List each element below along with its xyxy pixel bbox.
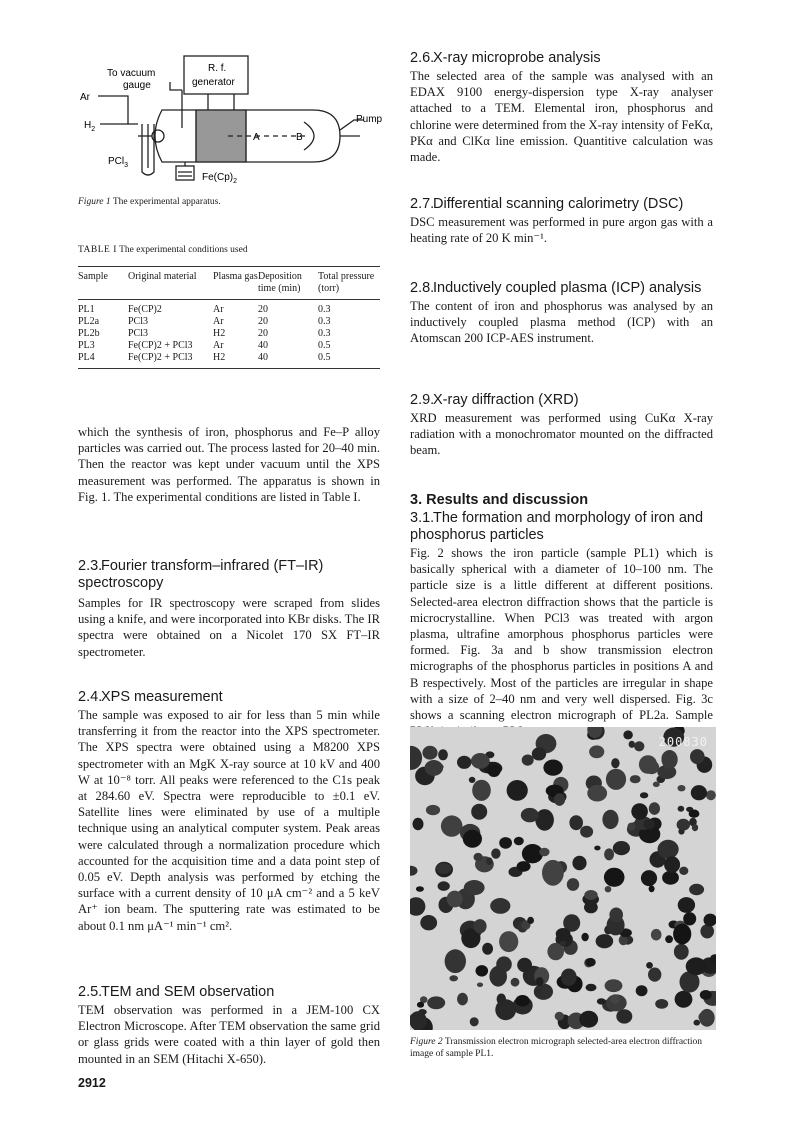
micrograph-particle — [700, 990, 712, 1000]
micrograph-particle — [539, 848, 549, 857]
micrograph-particle — [572, 856, 586, 871]
micrograph-particle — [664, 856, 680, 873]
table-cell: Fe(CP)2 + PCl3 — [128, 352, 193, 363]
micrograph-particle — [675, 991, 693, 1008]
micrograph-particle — [517, 958, 532, 973]
micrograph-particle — [616, 1009, 632, 1023]
table-cell: 0.3 — [318, 316, 331, 327]
section-2-8 — [410, 280, 713, 347]
section-2-7-heading — [410, 196, 713, 213]
micrograph-particle — [486, 857, 493, 865]
micrograph-particle — [561, 969, 577, 986]
section-number: 2.8. — [410, 280, 435, 296]
section-2-8-text: The content of iron and phosphorus was analysed by an inductively coupled plasma method (ICP) with an Atomscan 200 ICP-AES instrument. — [410, 299, 713, 346]
section-number: 2.9. — [410, 392, 435, 408]
micrograph-particle — [511, 978, 520, 987]
micrograph-particle — [602, 810, 618, 829]
section-2-5-heading — [78, 984, 380, 1001]
table-cell: Ar — [213, 316, 224, 327]
micrograph-particle — [438, 749, 448, 760]
micrograph-particle — [425, 760, 444, 776]
section-number: 2.3. — [78, 558, 103, 574]
table-cell: 40 — [258, 340, 268, 351]
page-number: 2912 — [78, 1076, 106, 1090]
micrograph-particle — [569, 815, 583, 830]
micrograph-particle — [605, 979, 623, 992]
section-number: 2.5. — [78, 984, 103, 1000]
svg-text:gauge: gauge — [123, 80, 151, 91]
table-cell: 0.3 — [318, 304, 331, 315]
figure-2-caption-label: Figure 2 — [410, 1037, 443, 1047]
table-cell: 40 — [258, 352, 268, 363]
micrograph-particle — [584, 890, 597, 900]
section-2-9-text: XRD measurement was performed using CuKα X-ray radiation with a monochromator mounted on the diffracted beam. — [410, 411, 713, 458]
table-cell: Ar — [213, 304, 224, 315]
micrograph-particle — [515, 995, 529, 1006]
micrograph-particle — [474, 853, 483, 861]
micrograph-particle — [441, 815, 463, 836]
section-2-3-text: Samples for IR spectroscopy were scraped from slides using a knife, and were incorporated into KBr disks. The IR spectra were obtained on a Nicolet 170 SX FT–IR spectrometer. — [78, 596, 380, 659]
micrograph-particle — [482, 943, 493, 955]
table-row — [78, 328, 380, 340]
table-cell: PCl3 — [128, 316, 149, 327]
figure-2-caption — [410, 1036, 716, 1060]
table-header-cell: Deposition time (min) — [258, 271, 302, 294]
micrograph-particle — [587, 785, 607, 802]
micrograph-particle — [473, 919, 486, 933]
section-3-heading: 3. Results and discussion — [410, 492, 589, 508]
table-cell: PL2b — [78, 328, 100, 339]
micrograph-particle — [567, 878, 579, 891]
micrograph-particle — [658, 840, 679, 859]
micrograph-particle — [634, 741, 644, 751]
svg-text:A: A — [253, 132, 260, 143]
micrograph-particle — [689, 810, 700, 818]
table-cell: H2 — [213, 328, 226, 339]
section-title: X-ray diffraction (XRD) — [433, 392, 579, 408]
micrograph-particle — [427, 996, 445, 1009]
micrograph-particle — [604, 868, 625, 887]
micrograph-particle — [641, 870, 657, 886]
micrograph-particle — [586, 958, 596, 967]
micrograph-particle — [604, 848, 614, 860]
micrograph-particle — [488, 765, 501, 777]
section-title: Inductively coupled plasma (ICP) analysis — [433, 280, 702, 296]
micrograph-particle — [422, 746, 437, 760]
micrograph-particle — [662, 750, 678, 769]
micrograph-particle — [630, 775, 641, 783]
section-number: 3.1. — [410, 510, 435, 526]
table-cell: PCl3 — [128, 328, 149, 339]
table-header-cell: Original material — [128, 271, 197, 282]
section-2-4-heading — [78, 689, 380, 706]
micrograph-particle — [532, 747, 546, 760]
micrograph-particle — [651, 929, 662, 941]
table-row — [78, 352, 380, 364]
table-1-title-text: The experimental conditions used — [119, 245, 248, 255]
micrograph-particle — [457, 993, 468, 1006]
section-2-3 — [78, 558, 380, 660]
table-row — [78, 316, 380, 328]
section-2-6-text: The selected area of the sample was analysed with an EDAX 9100 energy-dispersion type X-ray analyser attached to a TEM. Elemental iron, phosphorus and chlorine were determined from the X-ray intensity of FeKα, PKα and ClKα line emission. Quantitive calculation was made. — [410, 69, 713, 165]
micrograph-particle — [678, 785, 686, 791]
micrograph-particle — [489, 966, 507, 987]
micrograph-particle — [436, 863, 451, 874]
micrograph-particle — [476, 965, 489, 976]
table-1 — [78, 244, 380, 369]
table-header-cell: Total pressure (torr) — [318, 271, 375, 294]
section-3-1-text: Fig. 2 shows the iron particle (sample PL1) which is basically spherical with a diameter of 10–100 nm. The particle size is a little different at different positions. Selected-area electron diffraction shows that the particle is microcrystalline. When PCl3 was treated with argon plasma, ultrafine amorphous phosphorus particles were formed. Fig. 3a and b show transmission electron micrographs of the phosphorus particles in positions A and B respectively. Most of the particles are irregular in shape with a size of 2–40 nm and very well dispersed. Fig. 3c shows a scanning electron micrograph of PL2a. Sample — [410, 546, 713, 723]
table-row — [78, 340, 380, 352]
section-2-8-heading — [410, 280, 713, 297]
micrograph-particle — [581, 933, 588, 942]
table-1-title — [78, 244, 380, 256]
intro-paragraph: which the synthesis of iron, phosphorus and Fe–P alloy particles was carried out. The process lasted for 20–40 min. Then the reactor was kept under vacuum until the XPS measurement was performed. The apparatus is shown in Fig. 1. The experimental conditions are listed in Table I. — [78, 425, 380, 504]
section-2-4-text: The sample was exposed to air for less than 5 min while transferring it from the reactor into the XPS spectrometer. The XPS spectra were obtained using a M8200 XPS spectrometer with an MgK X-ray source at 10 kV and 400 W at 10⁻⁸ torr. All peaks were referenced to the C1s peak at 284.60 eV. Spectra were reproducible to ±0.1 eV. Satellite lines were eliminated by use of a multiple technique using an analytical computer system. Peak areas were calculated through a normalization procedure which accounted for the acquisition time and a data point step of 0.05 eV. Depth analysis was performed by etching the surface with a current density of 10 μA cm⁻² and a 5 keV Ar⁺ ion beam. The sputtering rate was estimated to be about 0.1 nm μA⁻¹ min⁻¹ cm². — [78, 708, 380, 933]
section-number: 2.7. — [410, 196, 435, 212]
micrograph-particle — [605, 886, 612, 892]
micrograph-particle — [499, 837, 512, 849]
section-title: X-ray microprobe analysis — [433, 50, 601, 66]
micrograph-particle — [517, 861, 531, 872]
section-title: Fourier transform–infrared (FT–IR) spectroscopy — [78, 558, 324, 591]
svg-text:H2: $H_2$ — [84, 120, 96, 133]
table-cell: Fe(CP)2 — [128, 304, 162, 315]
micrograph-particle — [507, 780, 528, 801]
micrograph-particle — [416, 886, 424, 892]
micrograph-particle — [678, 806, 685, 812]
micrograph-particle — [560, 941, 566, 946]
micrograph-particle — [555, 1012, 564, 1021]
table-cell: PL1 — [78, 304, 95, 315]
section-title: TEM and SEM observation — [101, 984, 275, 1000]
svg-text:B: B — [296, 132, 303, 143]
figure-1-caption-label: Figure 1 — [78, 197, 111, 207]
micrograph-particle — [522, 755, 534, 766]
micrograph-particle — [447, 891, 463, 908]
micrograph-particle — [469, 777, 476, 783]
micrograph-particle — [597, 998, 606, 1004]
micrograph-particle — [556, 928, 571, 940]
micrograph-particle — [689, 884, 704, 895]
table-cell: 20 — [258, 328, 268, 339]
section-2-7-text: DSC measurement was performed in pure argon gas with a heating rate of 20 K min⁻¹. — [410, 215, 713, 246]
micrograph-particle — [653, 782, 660, 788]
micrograph-particle — [613, 841, 630, 855]
table-cell: 20 — [258, 316, 268, 327]
micrograph-particle — [690, 749, 705, 764]
micrograph-particle — [686, 957, 707, 975]
micrograph-particle — [596, 934, 614, 948]
micrograph-particle — [580, 826, 593, 838]
micrograph-particle — [589, 745, 604, 758]
svg-text:PCl3: PCl$_3$ — [108, 156, 129, 169]
section-3-1-heading — [410, 510, 713, 544]
table-row — [78, 304, 380, 316]
micrograph-particle — [643, 819, 654, 829]
micrograph-particle — [521, 808, 539, 822]
section-title: The formation and morphology of iron and phosphorus particles — [410, 510, 704, 543]
micrograph-particle — [611, 758, 619, 768]
table-cell: 20 — [258, 304, 268, 315]
micrograph-particle — [586, 984, 597, 992]
micrograph-particle — [449, 975, 458, 981]
micrograph-particle — [679, 867, 688, 875]
micrograph-particles — [410, 727, 716, 1030]
micrograph-code: 200830 — [658, 735, 708, 749]
section-2-9-heading — [410, 392, 713, 409]
micrograph-particle — [691, 785, 707, 800]
micrograph-particle — [677, 819, 690, 831]
micrograph-particle — [694, 1020, 701, 1026]
svg-text:Pump: Pump — [356, 114, 383, 125]
table-cell: 0.3 — [318, 328, 331, 339]
table-cell: PL3 — [78, 340, 95, 351]
micrograph-particle — [594, 846, 600, 851]
figure-1-apparatus — [78, 50, 388, 190]
micrograph-particle — [554, 793, 565, 806]
micrograph-particle — [490, 898, 510, 914]
table-cell: PL4 — [78, 352, 95, 363]
section-title: XPS measurement — [101, 689, 223, 705]
micrograph-particle — [471, 753, 490, 769]
micrograph-particle — [543, 760, 562, 776]
micrograph-particle — [542, 860, 564, 886]
micrograph-particle — [706, 790, 716, 800]
micrograph-particle — [639, 755, 657, 774]
micrograph-particle — [491, 848, 500, 858]
svg-text:To vacuum: To vacuum — [107, 68, 156, 79]
micrograph-particle — [438, 881, 450, 891]
figure-1-caption-text: The experimental apparatus. — [112, 197, 221, 207]
micrograph-particle — [648, 968, 661, 982]
section-2-3-heading — [78, 558, 380, 592]
micrograph-particle — [662, 871, 679, 885]
micrograph-particle — [472, 780, 491, 801]
micrograph-particle — [426, 805, 440, 815]
section-3 — [410, 492, 713, 739]
table-header-cell: Plasma gas — [213, 271, 258, 282]
micrograph-particle — [464, 880, 485, 895]
table-cell: PL2a — [78, 316, 100, 327]
micrograph-particle — [413, 818, 424, 830]
micrograph-particle — [665, 935, 673, 943]
micrograph-particle — [471, 804, 487, 820]
micrograph-particle — [536, 977, 544, 986]
section-number: 2.4. — [78, 689, 103, 705]
micrograph-particle — [683, 912, 696, 925]
micrograph-particle — [636, 985, 648, 996]
micrograph-particle — [470, 1017, 479, 1026]
micrograph-particle — [646, 962, 653, 969]
micrograph-particle — [514, 837, 524, 846]
micrograph-particle — [609, 908, 623, 923]
table-cell: 0.5 — [318, 352, 331, 363]
micrograph-particle — [606, 769, 626, 790]
section-2-7 — [410, 196, 713, 246]
micrograph-particle — [673, 924, 691, 945]
section-2-4 — [78, 689, 380, 934]
table-cell: 0.5 — [318, 340, 331, 351]
micrograph-particle — [631, 803, 648, 820]
micrograph-particle — [700, 924, 714, 938]
section-number: 2.6. — [410, 50, 435, 66]
table-cell: Fe(CP)2 + PCl3 — [128, 340, 193, 351]
micrograph-particle — [477, 983, 483, 988]
svg-text:Ar: Ar — [80, 92, 90, 103]
micrograph-particle — [610, 994, 620, 1004]
section-2-5 — [78, 984, 380, 1067]
micrograph-particle — [584, 902, 598, 914]
micrograph-particle — [674, 944, 689, 960]
micrograph-particle — [457, 756, 471, 769]
micrograph-particle — [417, 1002, 424, 1008]
section-title: Differential scanning calorimetry (DSC) — [433, 196, 684, 212]
micrograph-particle — [579, 1011, 598, 1028]
section-2-9 — [410, 392, 713, 459]
figure-2-caption-text: Transmission electron micrograph selected-area electron diffraction image of sample PL1. — [410, 1037, 703, 1059]
svg-text:R. f.: R. f. — [208, 63, 227, 74]
micrograph-particle — [655, 999, 668, 1009]
table-cell: Ar — [213, 340, 224, 351]
table-header-row — [78, 271, 380, 295]
micrograph-particle — [420, 915, 437, 930]
table-header-cell: Sample — [78, 271, 108, 282]
micrograph-particle — [499, 931, 518, 952]
micrograph-particle — [445, 949, 466, 973]
svg-text:generator: generator — [192, 77, 235, 88]
micrograph-particle — [623, 730, 633, 739]
svg-text:Fe(Cp)2: $Fe(Cp)_2$ — [202, 172, 238, 185]
micrograph-particle — [698, 1011, 714, 1023]
micrograph-particle — [649, 802, 660, 815]
micrograph-particle — [627, 823, 635, 831]
table-cell: H2 — [213, 352, 226, 363]
section-2-5-text: TEM observation was performed in a JEM-100 CX Electron Microscope. After TEM observation the same grid or glass grids were coated with a thin layer of gold then mounted in an SEM (Hitachi X-650). — [78, 1003, 380, 1066]
micrograph-particle — [497, 994, 506, 1005]
micrograph-particle — [463, 830, 482, 848]
figure-2-micrograph — [410, 727, 716, 1030]
section-2-6-heading — [410, 50, 713, 67]
figure-1-caption — [78, 196, 221, 208]
micrograph-particle — [534, 989, 541, 997]
micrograph-particle — [692, 824, 698, 831]
micrograph-particle — [527, 917, 534, 924]
table-1-title-label: TABLE I — [78, 245, 117, 255]
micrograph-particle — [640, 792, 648, 798]
micrograph-particle — [678, 897, 695, 913]
micrograph-particle — [649, 885, 655, 892]
section-2-6 — [410, 50, 713, 165]
